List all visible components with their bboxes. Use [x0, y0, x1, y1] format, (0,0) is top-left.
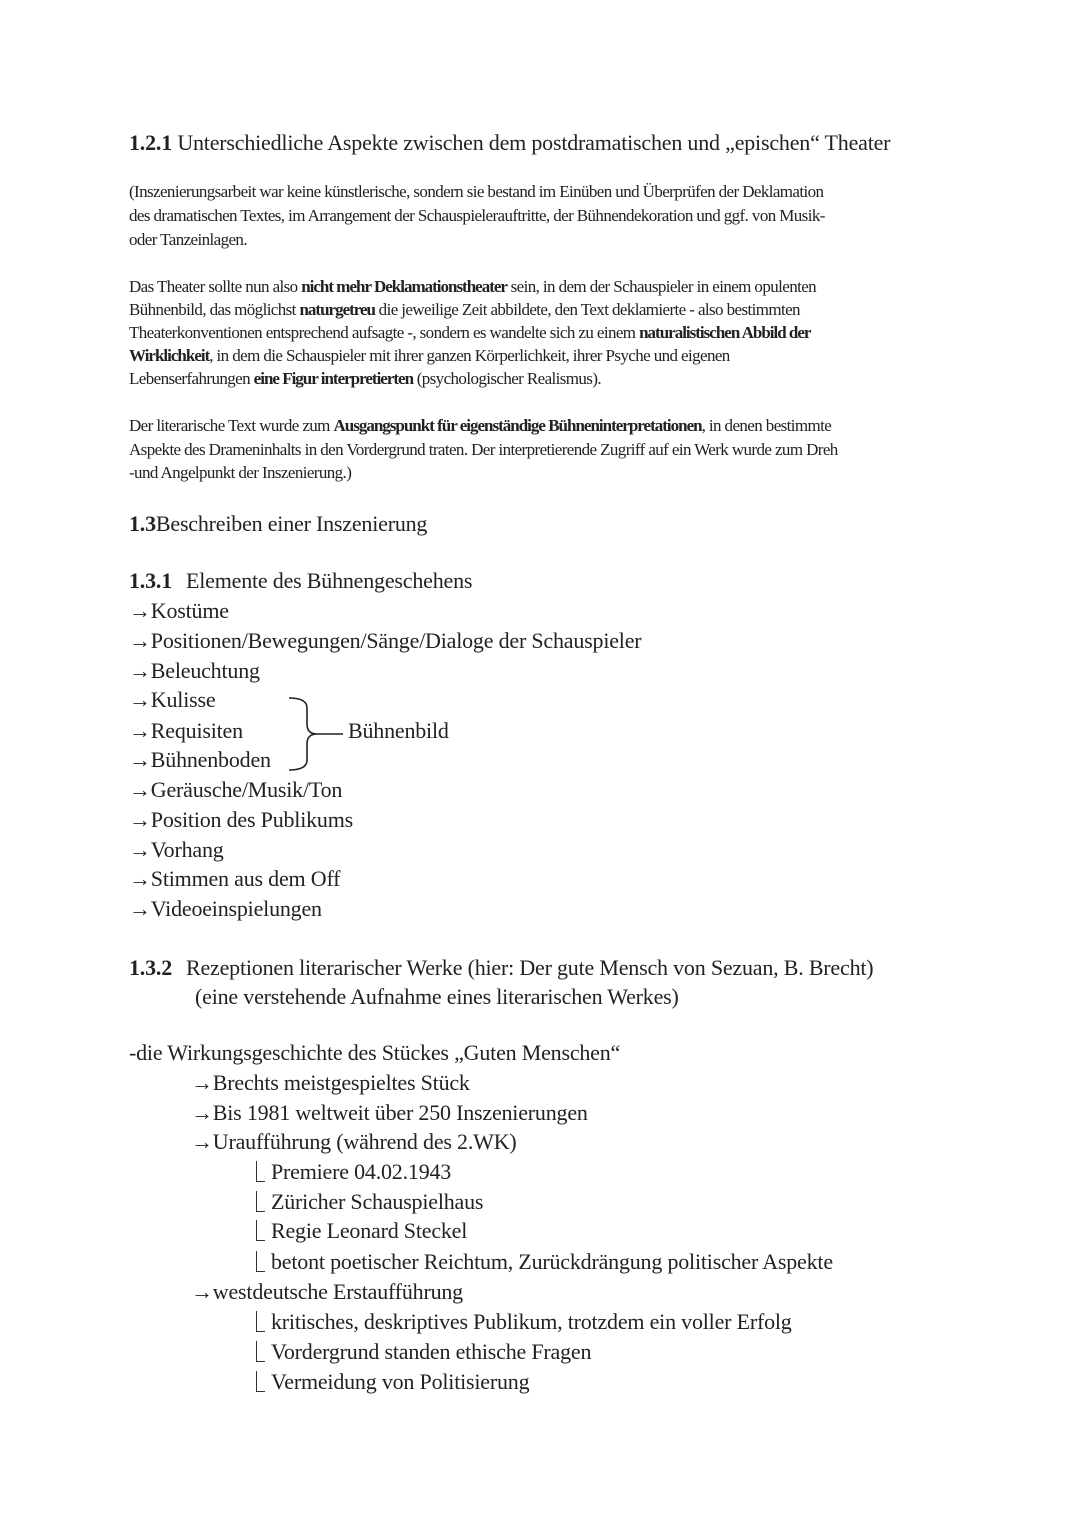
curly-brace-icon: [285, 694, 345, 774]
paragraph-3-line-2: Aspekte des Drameninhalts in den Vordergrund traten. Der interpretierende Zugriff auf ein Werk wurde zum Dreh: [129, 440, 838, 459]
paragraph-1-line-3: oder Tanzeinlagen.: [129, 230, 247, 249]
heading-1-3-1: [129, 568, 472, 594]
emphasis: nicht mehr Deklamationstheater: [301, 277, 507, 296]
heading-text: Unterschiedliche Aspekte zwischen dem postdramatischen und „epischen“ Theater: [172, 130, 891, 155]
sub-list-item: Züricher Schauspielhaus: [256, 1189, 483, 1215]
list-item: →Position des Publikums: [129, 807, 353, 832]
emphasis: eine Figur interpretierten: [253, 369, 414, 388]
emphasis: Ausgangspunkt für eigenständige Bühneninterpretationen: [333, 416, 702, 435]
emphasis: naturgetreu: [299, 300, 376, 319]
wirkung-title: -die Wirkungsgeschichte des Stückes „Guten Menschen“: [129, 1040, 621, 1065]
list-item: →Videoeinspielungen: [129, 896, 322, 921]
sub-list-item: Regie Leonard Steckel: [256, 1218, 467, 1244]
paragraph-2-line-5: Lebenserfahrungen eine Figur interpretierten (psychologischer Realismus).: [129, 369, 602, 388]
list-item: →Bis 1981 weltweit über 250 Inszenierungen: [191, 1100, 588, 1125]
sub-list-item: betont poetischer Reichtum, Zurückdrängung politischer Aspekte: [256, 1249, 833, 1275]
paragraph-1-line-2: des dramatischen Textes, im Arrangement der Schauspielerauftritte, der Bühnendekoration und ggf. von Musik-: [129, 206, 825, 225]
sub-list-item: Premiere 04.02.1943: [256, 1159, 451, 1185]
list-item: →Stimmen aus dem Off: [129, 866, 341, 891]
heading-text: Elemente des Bühnengeschehens: [186, 568, 473, 593]
list-item: →Geräusche/Musik/Ton: [129, 777, 343, 802]
heading-number: 1.2.1: [129, 130, 173, 155]
branch-icon: [256, 1251, 265, 1272]
heading-number: 1.3: [129, 511, 156, 536]
list-item: →Vorhang: [129, 837, 224, 862]
heading-text: Beschreiben einer Inszenierung: [155, 511, 428, 536]
sub-list-item: Vordergrund standen ethische Fragen: [256, 1339, 591, 1365]
paragraph-2-line-1: Das Theater sollte nun also nicht mehr Deklamationstheater sein, in dem der Schauspieler in einem opulenten: [129, 277, 817, 296]
branch-icon: [256, 1371, 265, 1392]
paragraph-2-line-4: Wirklichkeit, in dem die Schauspieler mit ihrer ganzen Körperlichkeit, ihrer Psyche und eigenen: [129, 346, 730, 365]
brace-label: Bühnenbild: [348, 718, 449, 743]
list-item: →Kulisse: [129, 687, 216, 712]
branch-icon: [256, 1341, 265, 1362]
heading-text: Rezeptionen literarischer Werke (hier: Der gute Mensch von Sezuan, B. Brecht): [186, 955, 874, 980]
heading-1-3-2-subtitle: (eine verstehende Aufnahme eines literarischen Werkes): [195, 984, 679, 1009]
list-item: →Kostüme: [129, 598, 229, 623]
branch-icon: [256, 1220, 265, 1241]
paragraph-3-line-1: Der literarische Text wurde zum Ausgangspunkt für eigenständige Bühneninterpretationen, in denen bestimmte: [129, 416, 832, 435]
branch-icon: [256, 1311, 265, 1332]
paragraph-2-line-3: Theaterkonventionen entsprechend aufsagte -, sondern es wandelte sich zu einem naturalistischen Abbild der: [129, 323, 811, 342]
heading-1-3: [129, 511, 427, 537]
heading-number: 1.3.1: [129, 568, 173, 593]
paragraph-3-line-3: -und Angelpunkt der Inszenierung.): [129, 463, 352, 482]
paragraph-2-line-2: Bühnenbild, das möglichst naturgetreu die jeweilige Zeit abbildete, den Text deklamierte - also bestimmten: [129, 300, 800, 319]
list-item: →Requisiten: [129, 718, 243, 743]
list-item: →Positionen/Bewegungen/Sänge/Dialoge der Schauspieler: [129, 628, 642, 653]
sub-list-item: Vermeidung von Politisierung: [256, 1369, 529, 1395]
paragraph-1-line-1: (Inszenierungsarbeit war keine künstlerische, sondern sie bestand im Einüben und Überprüfen der Deklamation: [129, 182, 824, 201]
sub-list-item: kritisches, deskriptives Publikum, trotzdem ein voller Erfolg: [256, 1309, 792, 1335]
heading-1-2-1: [129, 130, 890, 156]
branch-icon: [256, 1161, 265, 1182]
list-item: →Uraufführung (während des 2.WK): [191, 1129, 517, 1154]
list-item: →Beleuchtung: [129, 658, 260, 683]
list-item: →westdeutsche Erstaufführung: [191, 1279, 463, 1304]
heading-number: 1.3.2: [129, 955, 173, 980]
list-item: →Bühnenboden: [129, 747, 271, 772]
branch-icon: [256, 1191, 265, 1212]
emphasis: Wirklichkeit: [129, 346, 210, 365]
list-item: →Brechts meistgespieltes Stück: [191, 1070, 470, 1095]
heading-1-3-2: [129, 955, 873, 981]
emphasis: naturalistischen Abbild der: [639, 323, 811, 342]
